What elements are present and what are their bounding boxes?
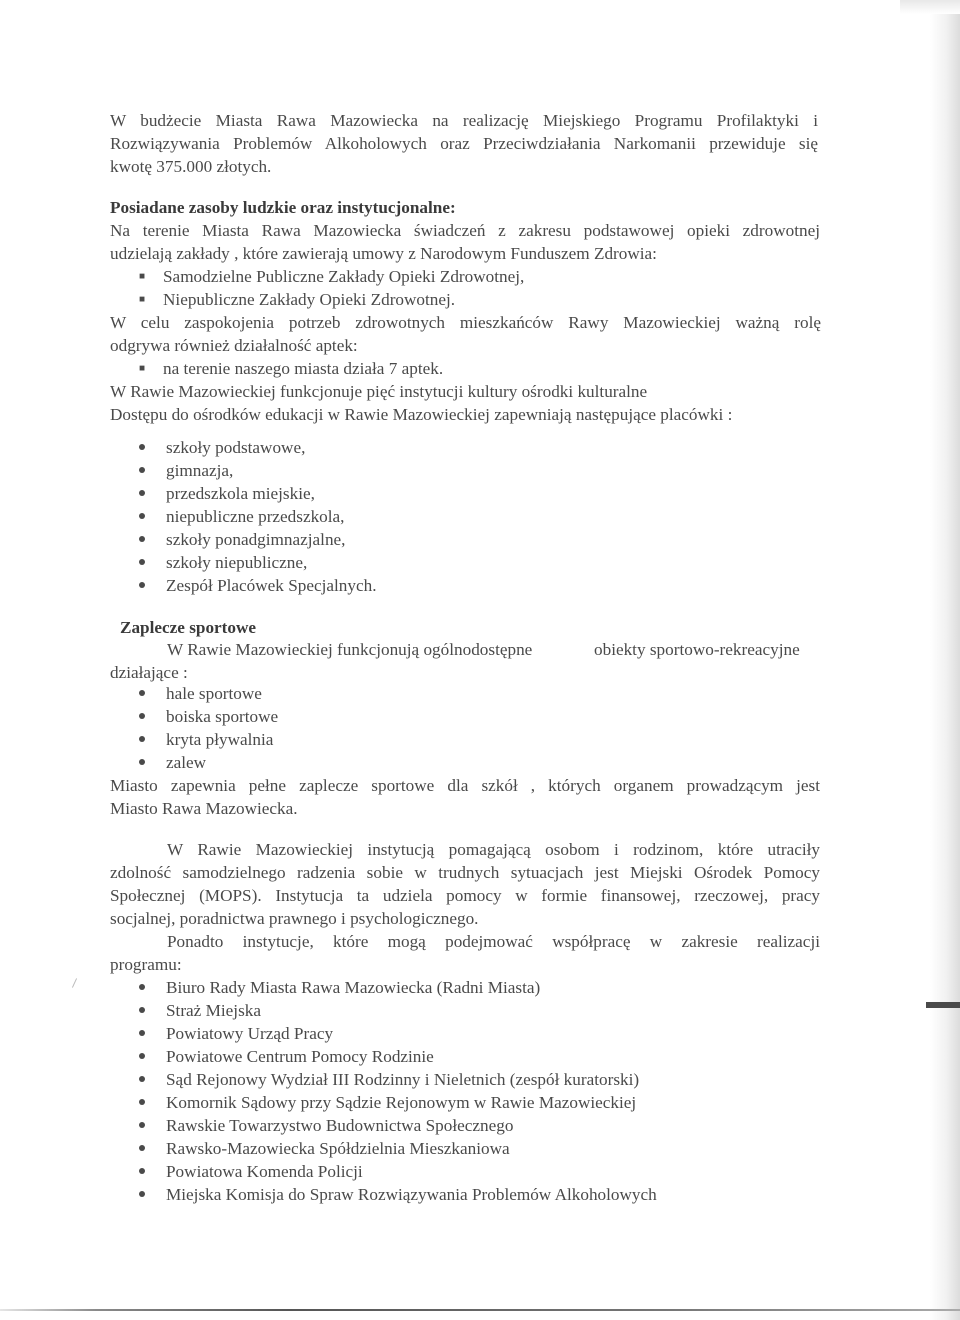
list-item: Samodzielne Publiczne Zakłady Opieki Zdrowotnej, <box>163 267 525 286</box>
budget-line-2: Rozwiązywania Problemów Alkoholowych oraz Przeciwdziałania Narkomanii przewiduje się <box>110 134 818 153</box>
list-item: przedszkola miejskie, <box>166 484 315 503</box>
round-bullet <box>139 1191 145 1197</box>
pharmacy-line-1: W celu zaspokojenia potrzeb zdrowotnych mieszkańców Rawy Mazowieckiej ważną rolę <box>110 313 821 332</box>
round-bullet <box>139 467 145 473</box>
sports-summary-2: Miasto Rawa Mazowiecka. <box>110 799 298 818</box>
round-bullet <box>139 1007 145 1013</box>
list-item: Rawsko-Mazowiecka Spółdzielnia Mieszkaniowa <box>166 1139 510 1158</box>
round-bullet <box>139 582 145 588</box>
pharmacy-line-2: odgrywa również działalność aptek: <box>110 336 358 355</box>
round-bullet <box>139 444 145 450</box>
round-bullet <box>139 1099 145 1105</box>
mops-line-1: W Rawie Mazowieckiej instytucją pomagającą osobom i rodzinom, które utraciły <box>167 840 820 859</box>
partners-intro-2: programu: <box>110 955 182 974</box>
round-bullet <box>139 1168 145 1174</box>
square-bullet: ■ <box>139 271 146 282</box>
list-item: Powiatowa Komenda Policji <box>166 1162 363 1181</box>
list-item: Komornik Sądowy przy Sądzie Rejonowym w Rawie Mazowieckiej <box>166 1093 637 1112</box>
resources-line-1: Na terenie Miasta Rawa Mazowiecka świadczeń z zakresu podstawowej opieki zdrowotnej <box>110 221 820 240</box>
list-item: Zespół Placówek Specjalnych. <box>166 576 377 595</box>
list-item: szkoły podstawowe, <box>166 438 306 457</box>
partners-intro-1: Ponadto instytucje, które mogą podejmować współpracę w zakresie realizacji <box>167 932 820 951</box>
budget-line-3: kwotę 375.000 złotych. <box>110 157 272 176</box>
education-line: Dostępu do ośrodków edukacji w Rawie Mazowieckiej zapewniają następujące placówki : <box>110 405 733 424</box>
round-bullet <box>139 559 145 565</box>
round-bullet <box>139 513 145 519</box>
list-item: na terenie naszego miasta działa 7 aptek. <box>163 359 444 378</box>
list-item: Straż Miejska <box>166 1001 261 1020</box>
sports-line-2: działające : <box>110 663 188 682</box>
scan-speck <box>72 978 77 987</box>
scan-edge-top <box>900 0 960 14</box>
list-item: boiska sportowe <box>166 707 279 726</box>
round-bullet <box>139 1053 145 1059</box>
list-item: szkoły niepubliczne, <box>166 553 308 572</box>
round-bullet <box>139 1076 145 1082</box>
sports-line-1b: obiekty sportowo-rekreacyjne <box>594 640 800 659</box>
round-bullet <box>139 536 145 542</box>
scan-bottom-line <box>0 1309 960 1311</box>
round-bullet <box>139 713 145 719</box>
round-bullet <box>139 984 145 990</box>
sports-line-1a: W Rawie Mazowieckiej funkcjonują ogólnodostępne <box>167 640 533 659</box>
list-item: Powiatowe Centrum Pomocy Rodzinie <box>166 1047 434 1066</box>
round-bullet <box>139 690 145 696</box>
list-item: Sąd Rejonowy Wydział III Rodzinny i Nieletnich (zespół kuratorski) <box>166 1070 640 1089</box>
list-item: Niepubliczne Zakłady Opieki Zdrowotnej. <box>163 290 456 309</box>
resources-heading: Posiadane zasoby ludzkie oraz instytucjonalne: <box>110 198 456 217</box>
list-item: Rawskie Towarzystwo Budownictwa Społecznego <box>166 1116 514 1135</box>
list-item: niepubliczne przedszkola, <box>166 507 345 526</box>
list-item: Miejska Komisja do Spraw Rozwiązywania Problemów Alkoholowych <box>166 1185 657 1204</box>
list-item: gimnazja, <box>166 461 234 480</box>
budget-line-1: W budżecie Miasta Rawa Mazowiecka na realizację Miejskiego Programu Profilaktyki i <box>110 111 818 130</box>
round-bullet <box>139 1030 145 1036</box>
list-item: hale sportowe <box>166 684 262 703</box>
mops-line-2: zdolność samodzielnego radzenia sobie w trudnych sytuacjach jest Miejski Ośrodek Pomocy <box>110 863 820 882</box>
list-item: Biuro Rady Miasta Rawa Mazowiecka (Radni Miasta) <box>166 978 541 997</box>
mops-line-3: Społecznej (MOPS). Instytucja ta udziela pomocy w formie finansowej, rzeczowej, pracy <box>110 886 820 905</box>
square-bullet: ■ <box>139 363 146 374</box>
list-item: kryta pływalnia <box>166 730 274 749</box>
round-bullet <box>139 759 145 765</box>
square-bullet: ■ <box>139 294 146 305</box>
scan-edge-shadow <box>930 0 960 1320</box>
culture-line: W Rawie Mazowieckiej funkcjonuje pięć instytucji kultury ośrodki kulturalne <box>110 382 648 401</box>
list-item: zalew <box>166 753 207 772</box>
round-bullet <box>139 1122 145 1128</box>
round-bullet <box>139 1145 145 1151</box>
round-bullet <box>139 490 145 496</box>
resources-line-2: udzielają zakłady , które zawierają umowy z Narodowym Funduszem Zdrowia: <box>110 244 657 263</box>
list-item: Powiatowy Urząd Pracy <box>166 1024 334 1043</box>
sports-heading: Zaplecze sportowe <box>120 618 257 637</box>
list-item: szkoły ponadgimnazjalne, <box>166 530 346 549</box>
round-bullet <box>139 736 145 742</box>
sports-summary-1: Miasto zapewnia pełne zaplecze sportowe dla szkół , których organem prowadzącym jest <box>110 776 820 795</box>
scan-edge-mark <box>926 1002 960 1008</box>
mops-line-4: socjalnej, poradnictwa prawnego i psychologicznego. <box>110 909 479 928</box>
